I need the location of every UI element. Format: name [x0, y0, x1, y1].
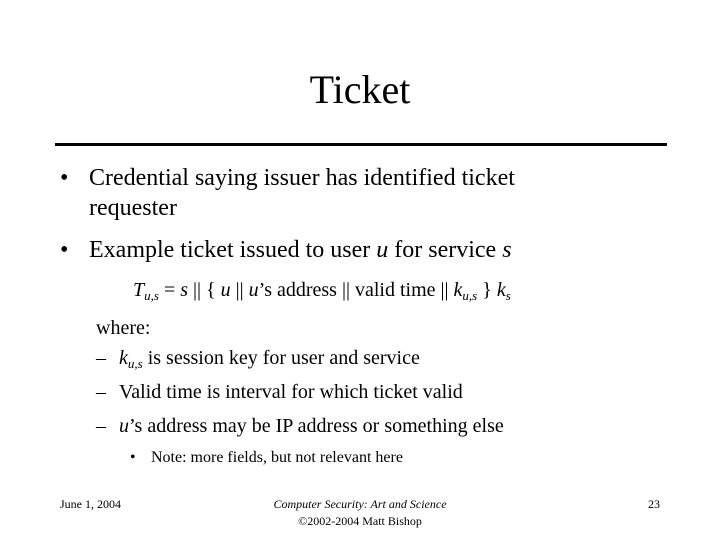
note-item [130, 447, 403, 469]
note-text: Note: more fields, but not relevant here [151, 449, 403, 466]
bullet-text: Example ticket issued to user u for service s [89, 237, 512, 263]
bullet-example-ticket [60, 235, 680, 265]
footer-course: Computer Security: Art and Science [273, 497, 447, 511]
bullet-line-2: requester [89, 195, 177, 221]
footer-copyright: ©2002-2004 Matt Bishop [298, 514, 422, 528]
footer-date: June 1, 2004 [60, 497, 121, 511]
dash-marker: – [96, 347, 106, 369]
user-variable: u [376, 237, 389, 263]
subpoint-address: – u’s address may be IP address or something else [96, 412, 504, 440]
ticket-formula: $T_{u,s} = s$ || { u || u’s address || valid time || $k_{u,s}$ } $k_s$ [133, 279, 511, 303]
subpoint-session-key: – $k_{u,s}$ is session key for user and service [96, 344, 420, 372]
title-divider [55, 143, 667, 146]
slide-title: Ticket [309, 67, 411, 112]
note-marker: • [130, 449, 136, 466]
dash-marker: – [96, 381, 106, 403]
subpoint-valid-time: – Valid time is interval for which ticket valid [96, 378, 463, 406]
footer-page-number: 23 [648, 497, 660, 511]
footer-center [210, 496, 510, 530]
bullet-marker: • [60, 165, 69, 191]
bullet-line-1: Credential saying issuer has identified ticket [89, 165, 515, 191]
bullet-marker: • [60, 237, 69, 263]
bullet-credential [60, 163, 660, 223]
service-variable: s [502, 237, 512, 263]
dash-marker: – [96, 415, 106, 437]
where-label: where: [96, 317, 151, 339]
